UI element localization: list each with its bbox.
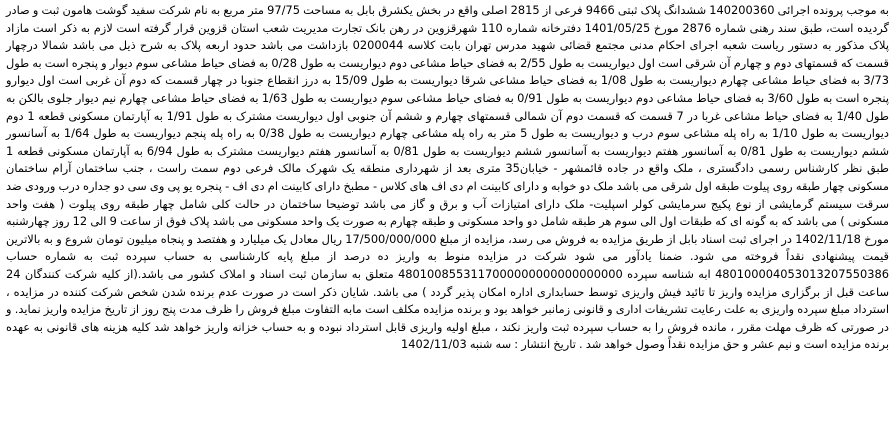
notice-body-text: به موجب پرونده اجرائی 140200360 ششدانگ پلاک ثبتی 9466 فرعی از 2815 اصلی واقع در بخش یکشرق بابل به مساحت 97/75 متر مربع به نام شرکت سفید گوشت هامون ثبت و صادر گردیده است، طبق سند رهنی شماره 2876 مورخ 1401/05/25 دفترخانه شماره 110 شهرقزوین در رهن بانک تجارت مدیریت شعب استان قزوین قرار گرفته است لازم به ذکر است مازاد پلاک مذکور به دستور ریاست شعبه اجرای احکام مدنی مجتمع قضائی شهید مدرس تهران بابت کلاسه 0200044 بازداشت می باشد حدود اربعه پلاک به شرح ذیل می باشد شمالا درچهار قسمت که قسمتهای دوم و چهارم آن شرقی است اول دیواریست به طول 2/55 به فضای حیاط مشاعی دوم دیواریست به طول 0/28 به فضای حیاط مشاعی سوم دیوار و پنجره است به طول 3/73 به فضای حیاط مشاعی چهارم دیواریست به طول 1/08 به فضای حیاط مشاعی شرقا دیواریست به طول 15/09 به درز انقطاع جنوبا در چهار قسمت که دوم آن غربی است اول دیوارو پنجره است به طول 3/60 به فضای حیاط مشاعی دوم دیواریست به طول 0/91 به فضای حیاط مشاعی سوم دیواریست به طول 1/63 به فضای حیاط مشاعی چهارم نیم دیوار جلوی بالکن به طول 1/40 به فضای حیاط مشاعی غربا در 7 قسمت که قسمت دوم آن شمالی قسمتهای چهارم و ششم آن جنوبی اول دیواریست مشترک به طول 1/91 به آپارتمان مسکونی قطعه 1 دوم دیواریست به طول 1/10 به راه پله مشاعی سوم درب و دیواریست به طول 5 متر به راه پله مشاعی چهارم دیواریست به طول 0/38 به راه پله پنجم دیواریست به طول 1/64 به آسانسور ششم دیواریست به طول 0/81 به آسانسور هفتم دیواریست به آسانسور ششم دیواریست به طول 0/81 به آسانسور هفتم دیواریست مشترک به طول 6/94 به آپارتمان مسکونی قطعه 1 طبق نظر کارشناس رسمی دادگستری ، ملک واقع در جاده قائمشهر - خیابان35 متری بعد از شهرداری منطقه یک شهرک مالک فرعی دوم سمت راست ، جنب ساختمان آرام ساختمان مسکونی چهار طبقه روی پیلوت طبقه اول شرقی می باشد ملک دو خوابه و دارای کابینت ام دی اف های کلاس - مطبخ دارای کابینت ام دی اف - پنجره یو پی وی سی دو جداره درب ورودی ضد سرقت سیستم گرمایشی از نوع پکیج سرمایشی کولر اسپلیت- ملک دارای امتیازات آب و برق و گاز می باشد توضیحا ساختمان در حالت کلی شامل چهار طبقه روی پیلوت ( هفت واحد مسکونی ) می باشد که به گونه ای که طبقات اول الی سوم هر طبقه شامل دو واحد مسکونی و طبقه چهارم به صورت یک واحد مسکونی می باشد پلاک فوق از ساعت 9 الی 12 روز چهارشنبه مورخ 1402/11/18 در اجرای ثبت اسناد بابل از طریق مزایده به فروش می رسد، مزایده از مبلغ 17/500/000/000 ریال معادل یک میلیارد و هفتصد و پنجاه میلیون تومان شروع و به بالاترین قیمت پیشنهادی نقداً فروخته می شود. ضمنا یادآور می شود شرکت در مزایده منوط به واریز ده درصد از مبلغ پایه کارشناسی به حساب سپرده ثبت به شماره حساب 480100004053013207550386 ابه شناسه سپرده 4801008553117000000000000000000 متعلق به سازمان ثبت اسناد و املاک کشور می باشد.(از کلیه شرکت کنندگان 24 ساعت قبل از برگزاری مزایده واریز تا تائید فیش واریزی توسط حسابداری اداره امکان پذیر گردد ) می باشد. شایان ذکر است در صورت عدم برنده شدن شخص شرکت کننده در مزایده ، استرداد مبلغ سپرده واریزی به علت رعایت تشریفات اداری و قانونی زمانبر خواهد بود و برنده مزایده مکلف است مابه التفاوت مبلغ فروش را ظرف مدت پنج روز از تاریخ مزایده واریز نماید. و در صورتی که ظرف مهلت مقرر ، مانده فروش را به حساب سپرده ثبت واریز نکند ، مبلغ اولیه واریزی قابل استرداد نبوده و به حساب خزانه واریز خواهد شد کلیه هزینه های قانونی به عهده برنده مزایده است و نیم عشر و حق مزایده نقداً وصول خواهد شد . تاریخ انتشار : سه شنبه 1402/11/03 — [6, 3, 890, 352]
